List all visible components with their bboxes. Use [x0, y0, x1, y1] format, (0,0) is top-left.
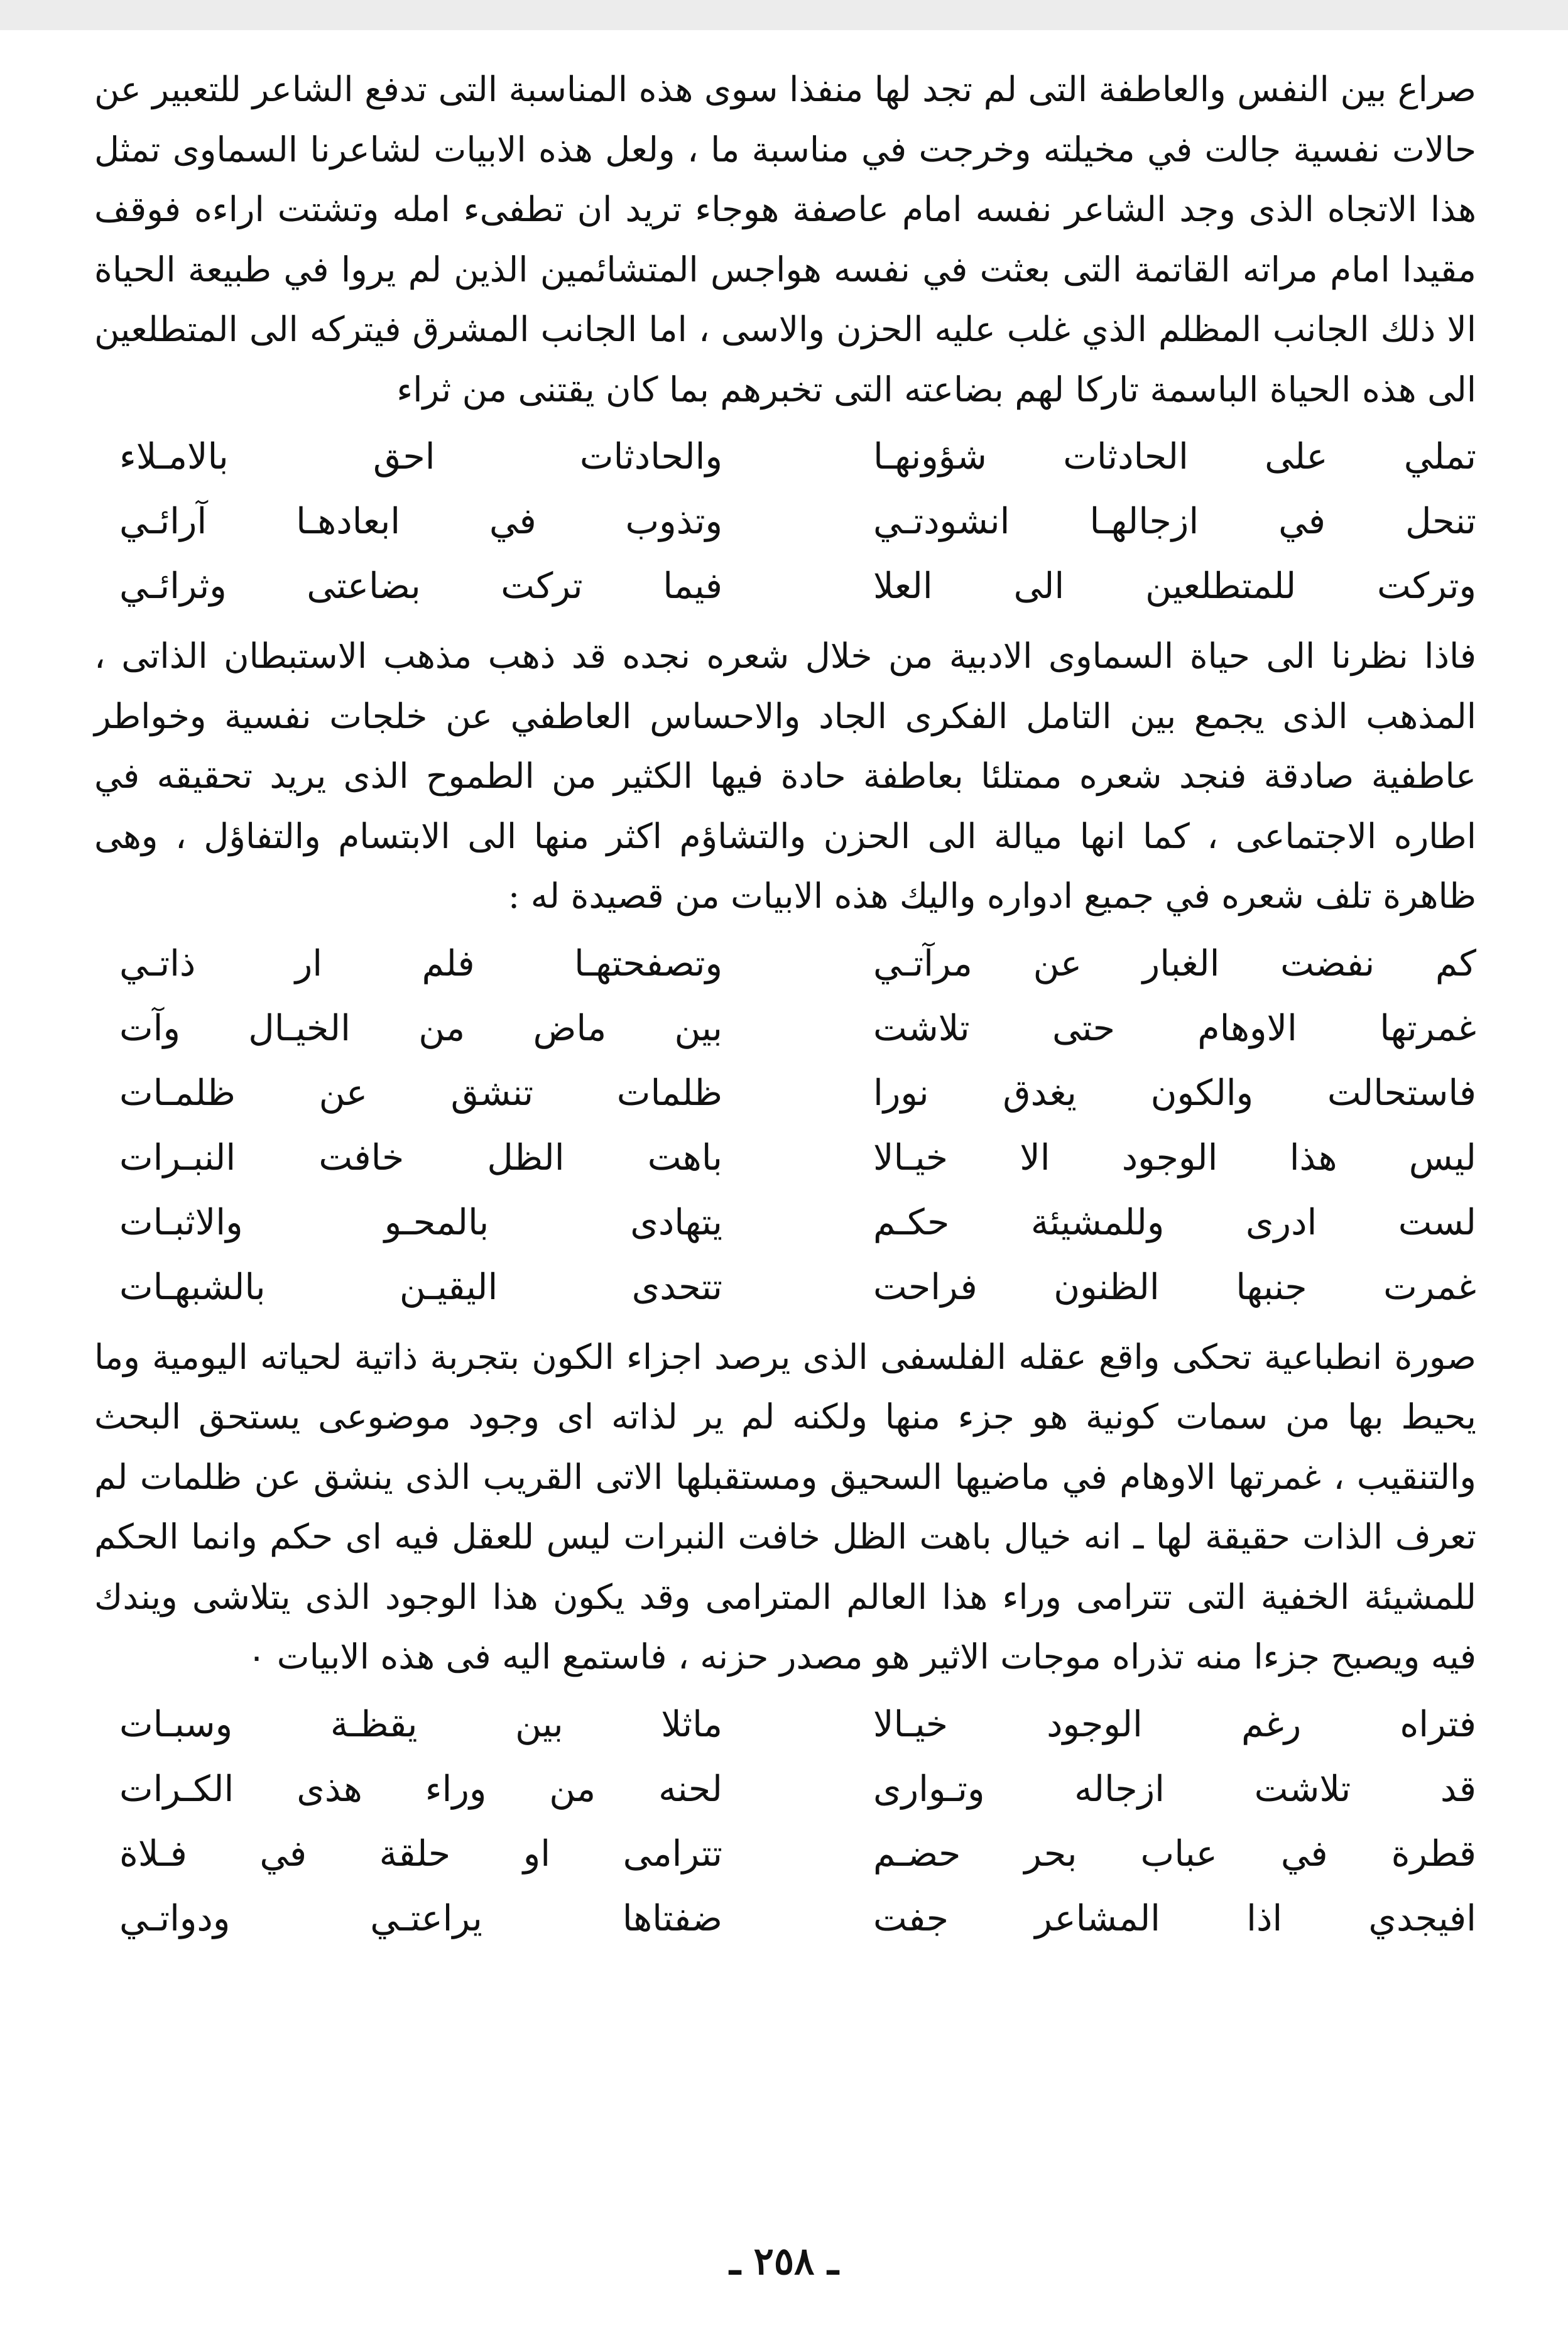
verse	[94, 489, 1476, 554]
verse-first-half: قطرة في عباب بحر حضـم	[873, 1832, 1476, 1875]
verse-first-half: فتراه رغم الوجود خيـالا	[873, 1703, 1476, 1745]
verse	[94, 425, 1476, 489]
verse-second-half: يتهادى بالمحـو والاثبـات	[119, 1201, 722, 1243]
verse-second-half: تتحدى اليقيـن بالشبهـات	[119, 1266, 722, 1308]
book-page	[94, 60, 1476, 1959]
page-number: ـ ٢٥٨ ـ	[729, 2240, 839, 2284]
verse	[94, 1886, 1476, 1951]
poem-3	[94, 1692, 1476, 1951]
verse-first-half: افيجدي اذا المشاعر جفت	[873, 1897, 1476, 1939]
scan-top-band	[0, 0, 1568, 30]
verse-first-half: غمرتها الاوهام حتى تلاشت	[873, 1007, 1476, 1049]
verse-first-half: غمرت جنبها الظنون فراحت	[873, 1266, 1476, 1308]
verse-second-half: وتصفحتهـا فلم ار ذاتـي	[119, 942, 722, 984]
verse-second-half: تترامى او حلقة في فـلاة	[119, 1832, 722, 1875]
verse-first-half: لست ادرى وللمشيئة حكـم	[873, 1201, 1476, 1243]
verse-second-half: بين ماض من الخيـال وآت	[119, 1007, 722, 1049]
verse-first-half: قد تلاشت ازجاله وتـوارى	[873, 1768, 1476, 1810]
verse-second-half: فيما تركت بضاعتى وثرائـي	[119, 565, 722, 607]
verse	[94, 1190, 1476, 1255]
verse-first-half: وتركت للمتطلعين الى العلا	[873, 565, 1476, 607]
verse	[94, 1061, 1476, 1126]
verse-second-half: ظلمات تنشق عن ظلمـات	[119, 1072, 722, 1114]
verse	[94, 1255, 1476, 1320]
poem-2	[94, 932, 1476, 1320]
verse	[94, 1692, 1476, 1757]
verse	[94, 554, 1476, 619]
verse-first-half: تملي على الحادثات شؤونهـا	[873, 436, 1476, 477]
verse-second-half: ماثلا بين يقظـة وسبـات	[119, 1703, 722, 1745]
verse-first-half: كم نفضت الغبار عن مرآتـي	[873, 942, 1476, 984]
verse-second-half: وتذوب في ابعادهـا آرائـي	[119, 501, 722, 542]
paragraph-intro: صراع بين النفس والعاطفة التى لم تجد لها منفذا سوى هذه المناسبة التى تدفع الشاعر للتعبير عن حالات نفسية جالت في مخيلته وخرجت في مناسبة ما ، ولعل هذه الابيات لشاعرنا السماوى تمثل هذا الاتجاه الذى وجد الشاعر نفسه امام عاصفة هوجاء تريد ان تطفىء امله وتشتت اراءه فوقف مقيدا امام مراته القاتمة التى بعثت في نفسه هواجس المتشائمين الذين لم يروا في طبيعة الحياة الا ذلك الجانب المظلم الذي غلب عليه الحزن والاسى ، اما الجانب المشرق فيتركه الى المتطلعين الى هذه الحياة الباسمة تاركا لهم بضاعته التى تخبرهم بما كان يقتنى من ثراء	[94, 69, 1476, 410]
verse-first-half: ليس هذا الوجود الا خيـالا	[873, 1136, 1476, 1179]
verse-second-half: ضفتاها يراعتـي ودواتـي	[119, 1897, 722, 1939]
verse-second-half: باهت الظل خافت النبـرات	[119, 1136, 722, 1179]
poem-1	[94, 425, 1476, 619]
verse	[94, 996, 1476, 1061]
paragraph-analysis: فاذا نظرنا الى حياة السماوى الادبية من خلال شعره نجده قد ذهب مذهب الاستبطان الذاتى ، المذهب الذى يجمع بين التامل الفكرى الجاد والاحساس العاطفي عن خلجات نفسية وخواطر عاطفية صادقة فنجد شعره ممتلئا بعاطفة حادة فيها الكثير من الطموح الذى يريد تحقيقه في اطاره الاجتماعى ، كما انها ميالة الى الحزن والتشاؤم اكثر منها الى الابتسام والتفاؤل ، وهى ظاهرة تلف شعره في جميع ادواره واليك هذه الابيات من قصيدة له :	[94, 636, 1476, 916]
verse	[94, 1126, 1476, 1190]
verse-second-half: والحادثات احق بالامـلاء	[119, 436, 722, 477]
verse-first-half: فاستحالت والكون يغدق نورا	[873, 1072, 1476, 1114]
verse-second-half: لحنه من وراء هذى الكـرات	[119, 1768, 722, 1810]
verse	[94, 1757, 1476, 1822]
paragraph-commentary: صورة انطباعية تحكى واقع عقله الفلسفى الذى يرصد اجزاء الكون بتجربة ذاتية لحياته اليومية وما يحيط بها من سمات كونية هو جزء منها ولكنه لم ير لذاته اى وجود موضوعى يستحق البحث والتنقيب ، غمرتها الاوهام في ماضيها السحيق ومستقبلها الاتى القريب الذى ينشق عن ظلمات لم تعرف الذات حقيقة لها ـ انه خيال باهت الظل خافت النبرات ليس للعقل فيه اى حكم وانما الحكم للمشيئة الخفية التى تترامى وراء هذا العالم المترامى وقد يكون هذا الوجود الذى يتلاشى ويندك فيه ويصبح جزءا منه تذراه موجات الاثير هو مصدر حزنه ، فاستمع اليه فى هذه الابيات ٠	[94, 1336, 1476, 1677]
verse	[94, 1822, 1476, 1886]
verse-first-half: تنحل في ازجالهـا انشودتـي	[873, 501, 1476, 542]
verse	[94, 932, 1476, 996]
